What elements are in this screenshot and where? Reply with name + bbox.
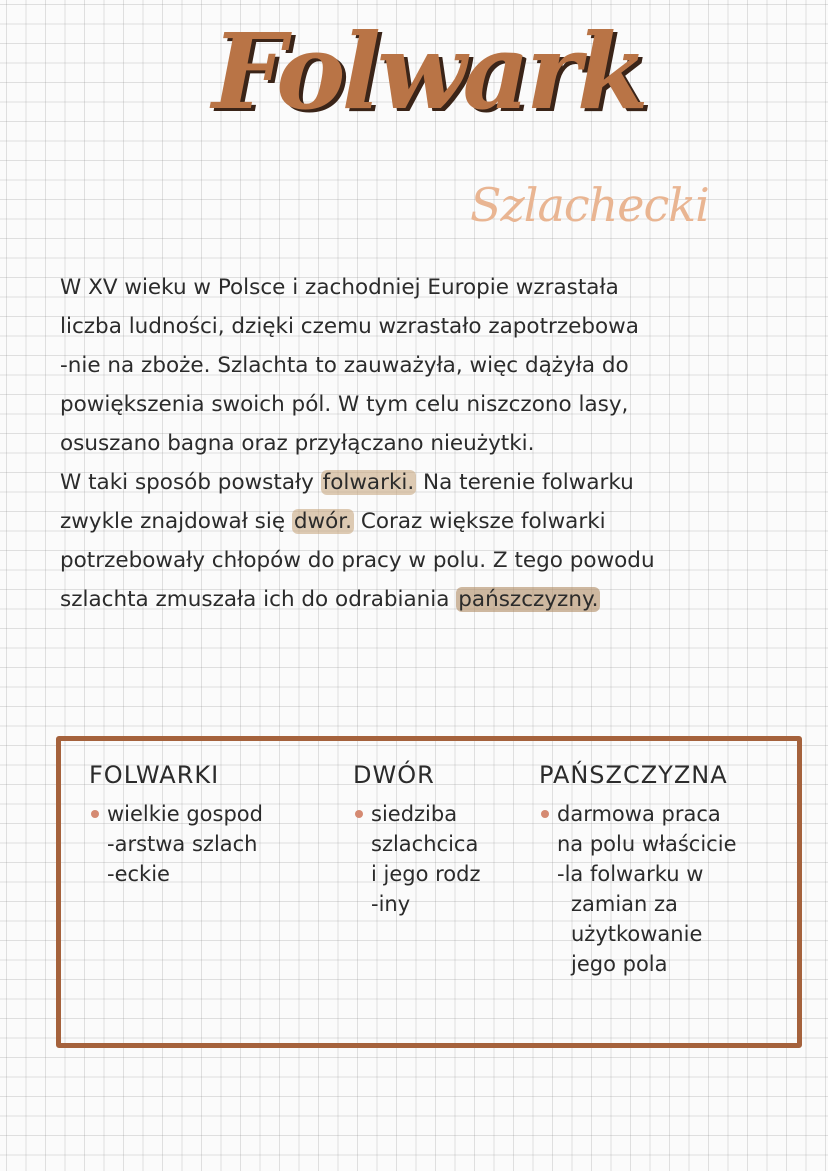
bullet-icon (355, 810, 363, 818)
paragraph-line: W taki sposób powstały folwarki. Na terenie folwarku (60, 470, 634, 495)
column-heading: FOLWARKI (89, 761, 220, 789)
page-subtitle: Szlachecki (470, 178, 709, 232)
column-dwor (353, 761, 481, 919)
intro-paragraph (60, 268, 816, 619)
definition-item: wielkie gospod -arstwa szlach -eckie (107, 799, 263, 889)
column-panszczyzna (539, 761, 736, 979)
bullet-icon (541, 810, 549, 818)
paragraph-line: szlachta zmuszała ich do odrabiania pańszczyzny. (60, 587, 599, 612)
page-title: Folwark (212, 10, 645, 133)
column-folwarki (89, 761, 263, 889)
column-heading: DWÓR (353, 761, 435, 789)
paragraph-line: potrzebowały chłopów do pracy w polu. Z tego powodu (60, 548, 655, 573)
bullet-icon (91, 810, 99, 818)
paragraph-line: liczba ludności, dzięki czemu wzrastało zapotrzebowa (60, 314, 639, 339)
highlight-folwarki: folwarki. (322, 470, 415, 495)
paragraph-line: -nie na zboże. Szlachta to zauważyła, więc dążyła do (60, 353, 629, 378)
highlight-dwor: dwór. (293, 509, 352, 534)
paragraph-line: W XV wieku w Polsce i zachodniej Europie wzrastała (60, 275, 619, 300)
paragraph-line: zwykle znajdował się dwór. Coraz większe folwarki (60, 509, 606, 534)
column-heading: PAŃSZCZYZNA (539, 761, 728, 789)
highlight-panszczyzna: pańszczyzny. (458, 587, 599, 612)
definition-item: siedziba szlachcica i jego rodz -iny (371, 799, 481, 919)
paragraph-line: osuszano bagna oraz przyłączano nieużytki. (60, 431, 535, 456)
definition-item: darmowa praca na polu właścicie -la folwarku w zamian za użytkowanie jego pola (557, 799, 736, 979)
paragraph-line: powiększenia swoich pól. W tym celu niszczono lasy, (60, 392, 629, 417)
definitions-box (56, 736, 802, 1048)
